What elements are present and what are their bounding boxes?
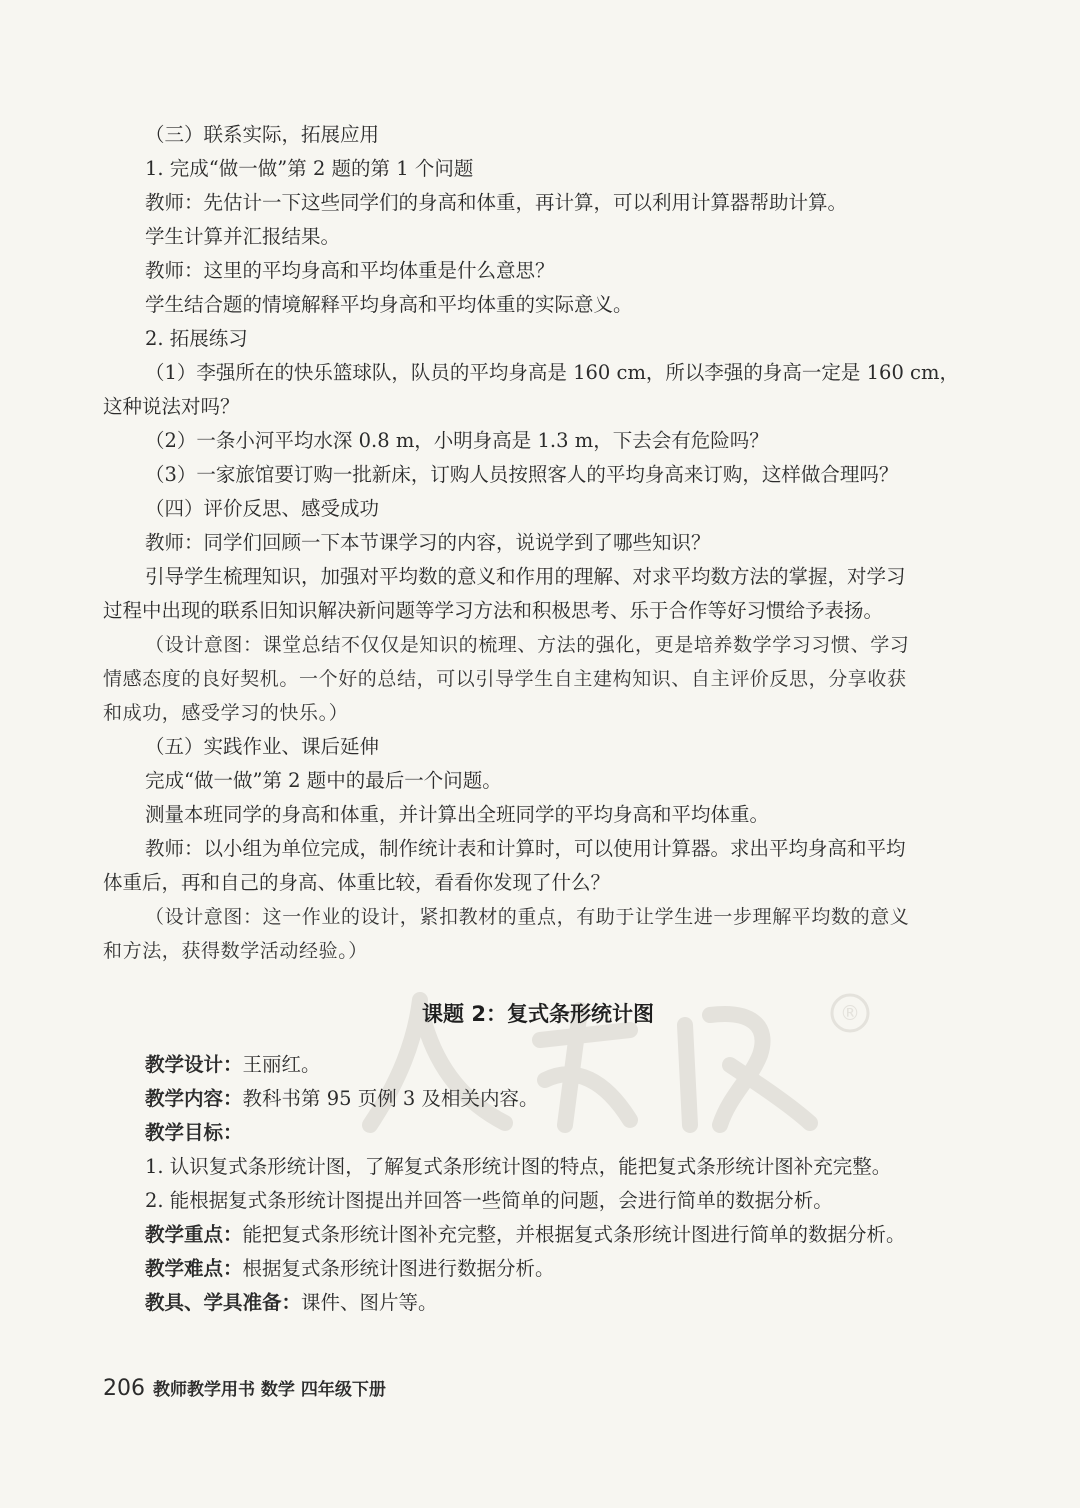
difficulty-label: 教学难点：	[145, 1257, 243, 1280]
section-heading-4: （四）评价反思、感受成功	[145, 497, 380, 520]
item-2: 2. 拓展练习	[145, 327, 248, 350]
goal-1: 1. 认识复式条形统计图，了解复式条形统计图的特点，能把复式条形统计图补充完整。	[145, 1155, 892, 1178]
difficulty-value: 根据复式条形统计图进行数据分析。	[242, 1257, 555, 1280]
registered-mark: ®	[840, 1001, 860, 1025]
design-note-1-line-c: 和成功，感受学习的快乐。）	[103, 702, 349, 724]
lesson-difficulty	[103, 1252, 973, 1286]
teacher-line-4b: 体重后，再和自己的身高、体重比较，看看你发现了什么？	[103, 871, 611, 894]
task-line-1: 完成“做一做”第 2 题中的最后一个问题。	[145, 769, 502, 792]
task-line-2: 测量本班同学的身高和体重，并计算出全班同学的平均身高和平均体重。	[145, 803, 770, 826]
tools-value: 课件、图片等。	[301, 1291, 438, 1314]
content-value: 教科书第 95 页例 3 及相关内容。	[242, 1087, 539, 1110]
page-number: 206	[103, 1376, 145, 1401]
student-line-1: 学生计算并汇报结果。	[145, 225, 341, 248]
item-1: 1. 完成“做一做”第 2 题的第 1 个问题	[145, 157, 474, 180]
question-3: （3）一家旅馆要订购一批新床，订购人员按照客人的平均身高来订购，这样做合理吗？	[145, 463, 899, 486]
teacher-line-1: 教师：先估计一下这些同学们的身高和体重，再计算，可以利用计算器帮助计算。	[145, 191, 848, 214]
tools-label: 教具、学具准备：	[145, 1291, 302, 1314]
student-line-2: 学生结合题的情境解释平均身高和平均体重的实际意义。	[145, 293, 633, 316]
design-note-1-line-a: （设计意图：课堂总结不仅仅是知识的梳理、方法的强化，更是培养数学学习习惯、学习	[145, 634, 910, 656]
lesson-key-point	[103, 1218, 973, 1252]
teacher-line-4a: 教师：以小组为单位完成，制作统计表和计算时，可以使用计算器。求出平均身高和平均	[145, 837, 906, 860]
teacher-line-2: 教师：这里的平均身高和平均体重是什么意思？	[145, 259, 555, 282]
lesson-content	[103, 1082, 973, 1116]
key-label: 教学重点：	[145, 1223, 243, 1246]
question-2: （2）一条小河平均水深 0.8 m，小明身高是 1.3 m，下去会有危险吗？	[145, 429, 769, 452]
designer-value: 王丽红。	[242, 1053, 321, 1076]
question-1-line-a: （1）李强所在的快乐篮球队，队员的平均身高是 160 cm，所以李强的身高一定是 160 cm，	[145, 361, 959, 384]
content-label: 教学内容：	[145, 1087, 243, 1110]
design-note-2-line-a: （设计意图：这一作业的设计，紧扣教材的重点，有助于让学生进一步理解平均数的意义	[145, 906, 910, 928]
guide-line-b: 过程中出现的联系旧知识解决新问题等学习方法和积极思考、乐于合作等好习惯给予表扬。	[103, 599, 884, 622]
goal-2: 2. 能根据复式条形统计图提出并回答一些简单的问题，会进行简单的数据分析。	[145, 1189, 833, 1212]
section-heading-5: （五）实践作业、课后延伸	[145, 735, 380, 758]
teacher-line-3: 教师：同学们回顾一下本节课学习的内容，说说学到了哪些知识？	[145, 531, 711, 554]
lesson-goals	[103, 1116, 973, 1150]
book-title: 教师教学用书 数学 四年级下册	[153, 1380, 386, 1400]
design-note-1-line-b: 情感态度的良好契机。一个好的总结，可以引导学生自主建构知识、自主评价反思，分享收获	[103, 668, 907, 690]
lesson-designer	[103, 1048, 973, 1082]
page-footer	[103, 1375, 386, 1401]
question-1-line-b: 这种说法对吗？	[103, 395, 240, 418]
design-note-2-line-b: 和方法，获得数学活动经验。）	[103, 940, 368, 962]
designer-label: 教学设计：	[145, 1053, 243, 1076]
goals-label: 教学目标：	[145, 1121, 243, 1144]
guide-line-a: 引导学生梳理知识，加强对平均数的意义和作用的理解、对求平均数方法的掌握，对学习	[145, 565, 906, 588]
page-body	[103, 118, 973, 1320]
section-heading-3: （三）联系实际，拓展应用	[145, 123, 380, 146]
lesson-tools	[103, 1286, 973, 1320]
key-value: 能把复式条形统计图补充完整，并根据复式条形统计图进行简单的数据分析。	[242, 1223, 906, 1246]
lesson-title: 课题 2：复式条形统计图	[422, 1002, 654, 1026]
